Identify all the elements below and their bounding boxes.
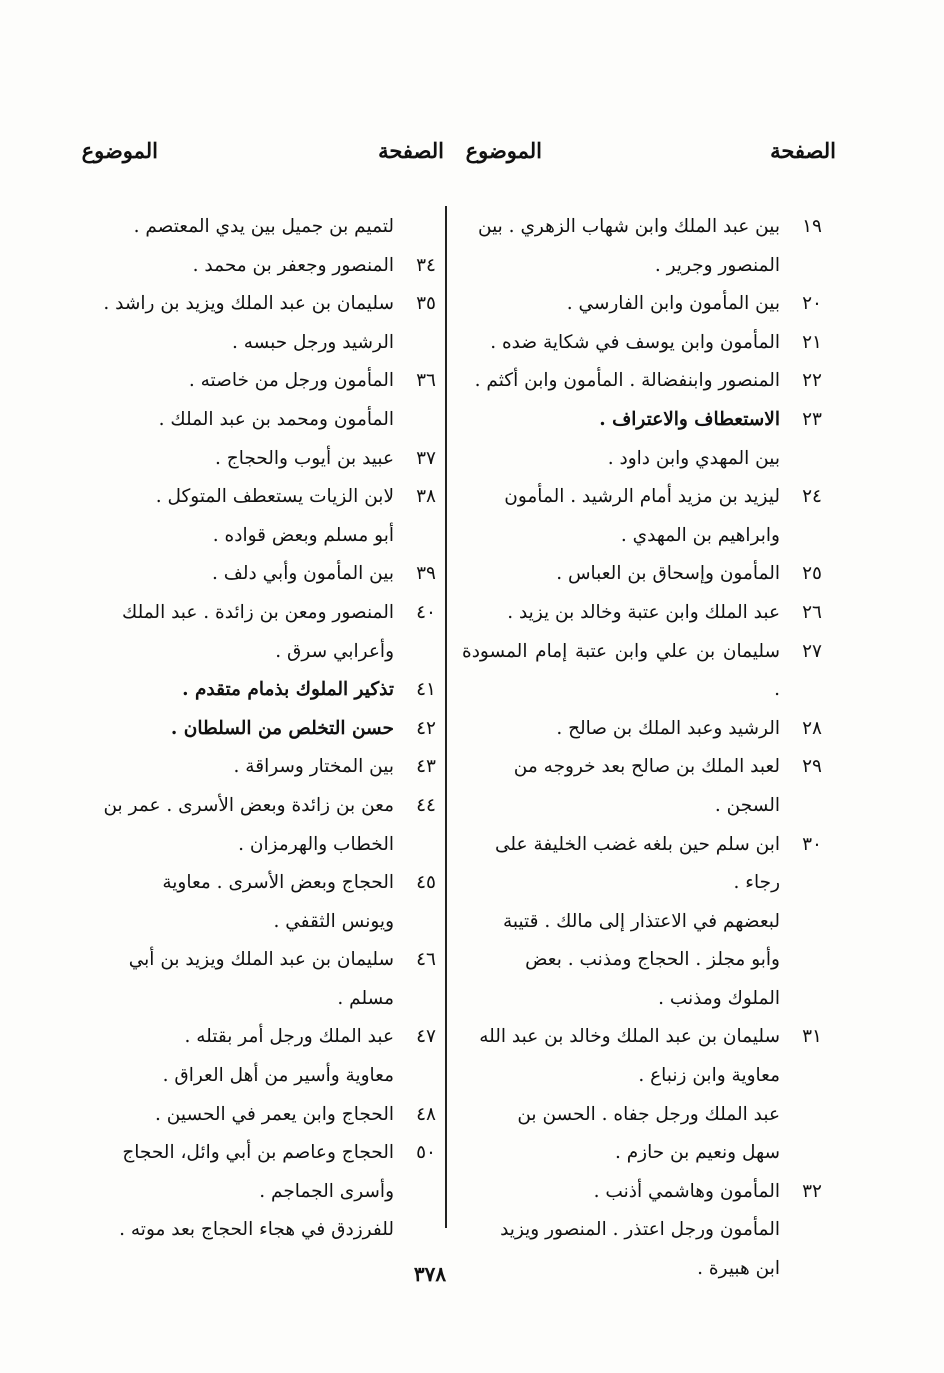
entry-topic-text: بين المأمون وأبي دلف . xyxy=(211,563,394,585)
index-entry-line xyxy=(462,1173,822,1212)
index-entry-line xyxy=(56,633,436,672)
index-entry-line xyxy=(56,671,436,710)
entry-topic-text: عبد الملك ورجل أمر بقتله . xyxy=(184,1026,394,1048)
entry-topic-text: ويونس الثقفي . xyxy=(273,910,394,932)
entry-page-number: ٤٣ xyxy=(416,756,436,778)
entry-topic-text: وأسرى الجماجم . xyxy=(259,1180,394,1202)
entry-topic-text: وأبو مجلز . الحجاج ومذنب . بعض xyxy=(525,949,780,971)
entry-topic-text: المنصور وجعفر بن محمد . xyxy=(192,254,394,276)
entry-topic-text: لتميم بن جميل بين يدي المعتصم . xyxy=(133,216,394,237)
entry-topic-text: المنصور وجرير . xyxy=(654,254,780,276)
entry-topic-text: ابن هبيرة . xyxy=(697,1258,780,1280)
entry-topic-text: سليمان بن علي وابن عتبة إمام المسودة . xyxy=(462,640,780,701)
entry-topic-text: الحجاج وعاصم بن أبي وائل، الحجاج xyxy=(122,1142,394,1164)
entry-topic-text: المأمون ورجل اعتذر . المنصور ويزيد xyxy=(500,1219,780,1241)
entry-topic-text: سليمان بن عبد الملك ويزيد بن أبي xyxy=(128,949,394,971)
entry-topic-text: الخطاب والهرمزان . xyxy=(238,833,394,855)
entry-topic-text: المأمون وابن يوسف في شكاية ضده . xyxy=(490,331,780,353)
entry-page-number: ٣٤ xyxy=(416,254,436,276)
entry-page-number: ٥٠ xyxy=(416,1142,436,1164)
entry-topic-text: بين المأمون وابن الفارسي . xyxy=(566,293,780,315)
entry-topic-text: معاوية وابن زنباع . xyxy=(638,1065,780,1087)
index-entry-line xyxy=(462,826,822,865)
index-entry-line xyxy=(56,1057,436,1096)
entry-topic-text: الحجاج وبعض الأسرى . معاوية xyxy=(162,872,394,894)
entry-topic-text: بين المختار وسراقة . xyxy=(233,756,394,778)
entry-topic-text: المنصور ومعن بن زائدة . عبد الملك xyxy=(122,601,394,623)
index-entry-line xyxy=(462,1018,822,1057)
entry-page-number: ٤٥ xyxy=(416,872,436,894)
index-entry-line xyxy=(56,1018,436,1057)
index-entry-line xyxy=(56,787,436,826)
index-entry-line xyxy=(56,748,436,787)
entry-page-number: ٢٥ xyxy=(802,563,822,585)
entry-page-number: ٤٦ xyxy=(416,949,436,971)
entry-page-number: ٢٩ xyxy=(802,756,822,778)
entry-topic-text: سهل ونعيم بن حازم . xyxy=(614,1142,780,1164)
entry-page-number: ٢٤ xyxy=(802,486,822,508)
index-entry-line xyxy=(56,517,436,556)
index-entry-line xyxy=(56,555,436,594)
index-entry-line xyxy=(462,440,822,479)
entry-topic-text: عبد الملك وابن عتبة وخالد بن يزيد . xyxy=(507,601,780,623)
entry-topic-text: المأمون ومحمد بن عبد الملك . xyxy=(158,408,394,430)
entry-page-number: ٢٧ xyxy=(802,640,822,662)
entry-topic-text: الرشيد وعبد الملك بن صالح . xyxy=(556,717,780,739)
entry-page-number: ٣٩ xyxy=(416,563,436,585)
header-right-page: الصفحة xyxy=(770,138,836,163)
index-entry-line xyxy=(56,440,436,479)
index-entry-line xyxy=(462,748,822,787)
entry-page-number: ١٩ xyxy=(802,216,822,237)
index-entry-line xyxy=(56,1096,436,1135)
entry-page-number: ٤٧ xyxy=(416,1026,436,1048)
entry-topic-text: الاستعطاف والاعتراف . xyxy=(599,408,780,430)
index-entry-line xyxy=(462,1057,822,1096)
index-entry-line xyxy=(462,1096,822,1135)
index-entry-line xyxy=(462,864,822,903)
index-entry-line xyxy=(462,1134,822,1173)
index-entry-line xyxy=(56,980,436,1019)
index-entry-line xyxy=(462,324,822,363)
entry-page-number: ٢٦ xyxy=(802,601,822,623)
entry-topic-text: أبو مسلم وبعض قواده . xyxy=(212,524,394,546)
index-entry-line xyxy=(462,980,822,1019)
index-entry-line xyxy=(56,941,436,980)
index-entry-line xyxy=(462,1211,822,1250)
entry-page-number: ٤٠ xyxy=(416,601,436,623)
entry-page-number: ٣٧ xyxy=(416,447,436,469)
entry-topic-text: ابن سلم حين بلغه غضب الخليفة على xyxy=(495,833,780,855)
entry-topic-text: سليمان بن عبد الملك ويزيد بن راشد . xyxy=(103,293,394,315)
entry-page-number: ٣١ xyxy=(802,1026,822,1048)
entry-topic-text: معن بن زائدة وبعض الأسرى . عمر بن xyxy=(103,794,394,816)
entry-page-number: ٤٨ xyxy=(416,1103,436,1125)
index-entry-line xyxy=(56,1173,436,1212)
entry-page-number: ٣٢ xyxy=(802,1180,822,1202)
entry-page-number: ٢٢ xyxy=(802,370,822,392)
entry-page-number: ٢٨ xyxy=(802,717,822,739)
entry-topic-text: المأمون وإسحاق بن العباس . xyxy=(556,563,780,585)
index-entry-line xyxy=(462,208,822,247)
index-entry-line xyxy=(462,555,822,594)
entry-page-number: ٣٠ xyxy=(802,833,822,855)
index-entry-line xyxy=(56,401,436,440)
index-entry-line xyxy=(56,1134,436,1173)
entry-topic-text: ليزيد بن مزيد أمام الرشيد . المأمون xyxy=(504,486,780,508)
entry-topic-text: السجن . xyxy=(714,794,780,816)
index-entry-line xyxy=(462,478,822,517)
entry-topic-text: رجاء . xyxy=(733,872,780,894)
index-entry-line xyxy=(462,903,822,942)
entry-topic-text: المأمون وهاشمي أذنب . xyxy=(593,1180,780,1202)
entry-page-number: ٤٢ xyxy=(416,717,436,739)
index-entry-line xyxy=(462,1250,822,1289)
index-entry-line xyxy=(462,594,822,633)
entry-page-number: ٣٥ xyxy=(416,293,436,315)
index-entry-line xyxy=(56,903,436,942)
index-entry-line xyxy=(56,478,436,517)
entry-topic-text: لابن الزيات يستعطف المتوكل . xyxy=(155,486,394,508)
index-entry-line xyxy=(56,324,436,363)
left-column xyxy=(56,208,436,1250)
entry-topic-text: بين المهدي وابن داود . xyxy=(607,447,780,469)
index-entry-line xyxy=(56,864,436,903)
index-entry-line xyxy=(56,826,436,865)
header-right-topic: الموضوع xyxy=(465,138,542,163)
entry-page-number: ٢٣ xyxy=(802,408,822,430)
index-entry-line xyxy=(462,285,822,324)
entry-page-number: ٤١ xyxy=(416,679,436,701)
index-entry-line xyxy=(462,247,822,286)
entry-topic-text: وأعرابي سرق . xyxy=(275,640,394,662)
index-entry-line xyxy=(56,247,436,286)
index-entry-line xyxy=(462,710,822,749)
entry-topic-text: المنصور وابنفضالة . المأمون وابن أكثم . xyxy=(474,370,780,392)
entry-topic-text: حسن التخلص من السلطان . xyxy=(170,717,394,739)
entry-topic-text: سليمان بن عبد الملك وخالد بن عبد الله xyxy=(479,1026,780,1048)
index-entry-line xyxy=(56,208,436,247)
entry-page-number: ٣٨ xyxy=(416,486,436,508)
index-entry-line xyxy=(462,362,822,401)
index-entry-line xyxy=(56,1211,436,1250)
index-entry-line xyxy=(462,941,822,980)
entry-topic-text: للفرزدق في هجاء الحجاج بعد موته . xyxy=(119,1219,394,1241)
entry-topic-text: معاوية وأسير من أهل العراق . xyxy=(162,1065,394,1087)
index-entry-line xyxy=(462,401,822,440)
header-left-topic: الموضوع xyxy=(81,138,158,163)
entry-topic-text: تذكير الملوك بذمام متقدم . xyxy=(182,679,394,701)
page-number: ٣٧٨ xyxy=(413,1262,447,1286)
column-divider xyxy=(445,206,447,1228)
entry-page-number: ٢١ xyxy=(802,331,822,353)
index-entry-line xyxy=(462,633,822,710)
entry-topic-text: مسلم . xyxy=(337,987,394,1009)
entry-topic-text: عبيد بن أيوب والحجاج . xyxy=(215,447,394,469)
entry-page-number: ٢٠ xyxy=(802,293,822,315)
entry-page-number: ٣٦ xyxy=(416,370,436,392)
index-entry-line xyxy=(56,362,436,401)
entry-topic-text: الحجاج وابن يعمر في الحسين . xyxy=(155,1103,394,1125)
entry-topic-text: لعبد الملك بن صالح بعد خروجه من xyxy=(513,756,780,778)
entry-page-number: ٤٤ xyxy=(416,794,436,816)
index-entry-line xyxy=(56,285,436,324)
header-mid-page: الصفحة xyxy=(378,138,444,163)
entry-topic-text: وابراهيم بن المهدي . xyxy=(620,524,780,546)
entry-topic-text: عبد الملك ورجل جفاه . الحسن بن xyxy=(517,1103,780,1125)
index-entry-line xyxy=(56,594,436,633)
entry-topic-text: الرشيد ورجل حبسه . xyxy=(231,331,394,353)
index-entry-line xyxy=(462,787,822,826)
entry-topic-text: لبعضهم في الاعتذار إلى مالك . قتيبة xyxy=(502,910,780,932)
right-column xyxy=(462,208,822,1289)
entry-topic-text: المأمون ورجل من خاصته . xyxy=(188,370,394,392)
entry-topic-text: الملوك ومذنب . xyxy=(658,987,780,1009)
index-entry-line xyxy=(462,517,822,556)
entry-topic-text: بين عبد الملك وابن شهاب الزهري . بين xyxy=(477,216,780,237)
index-entry-line xyxy=(56,710,436,749)
